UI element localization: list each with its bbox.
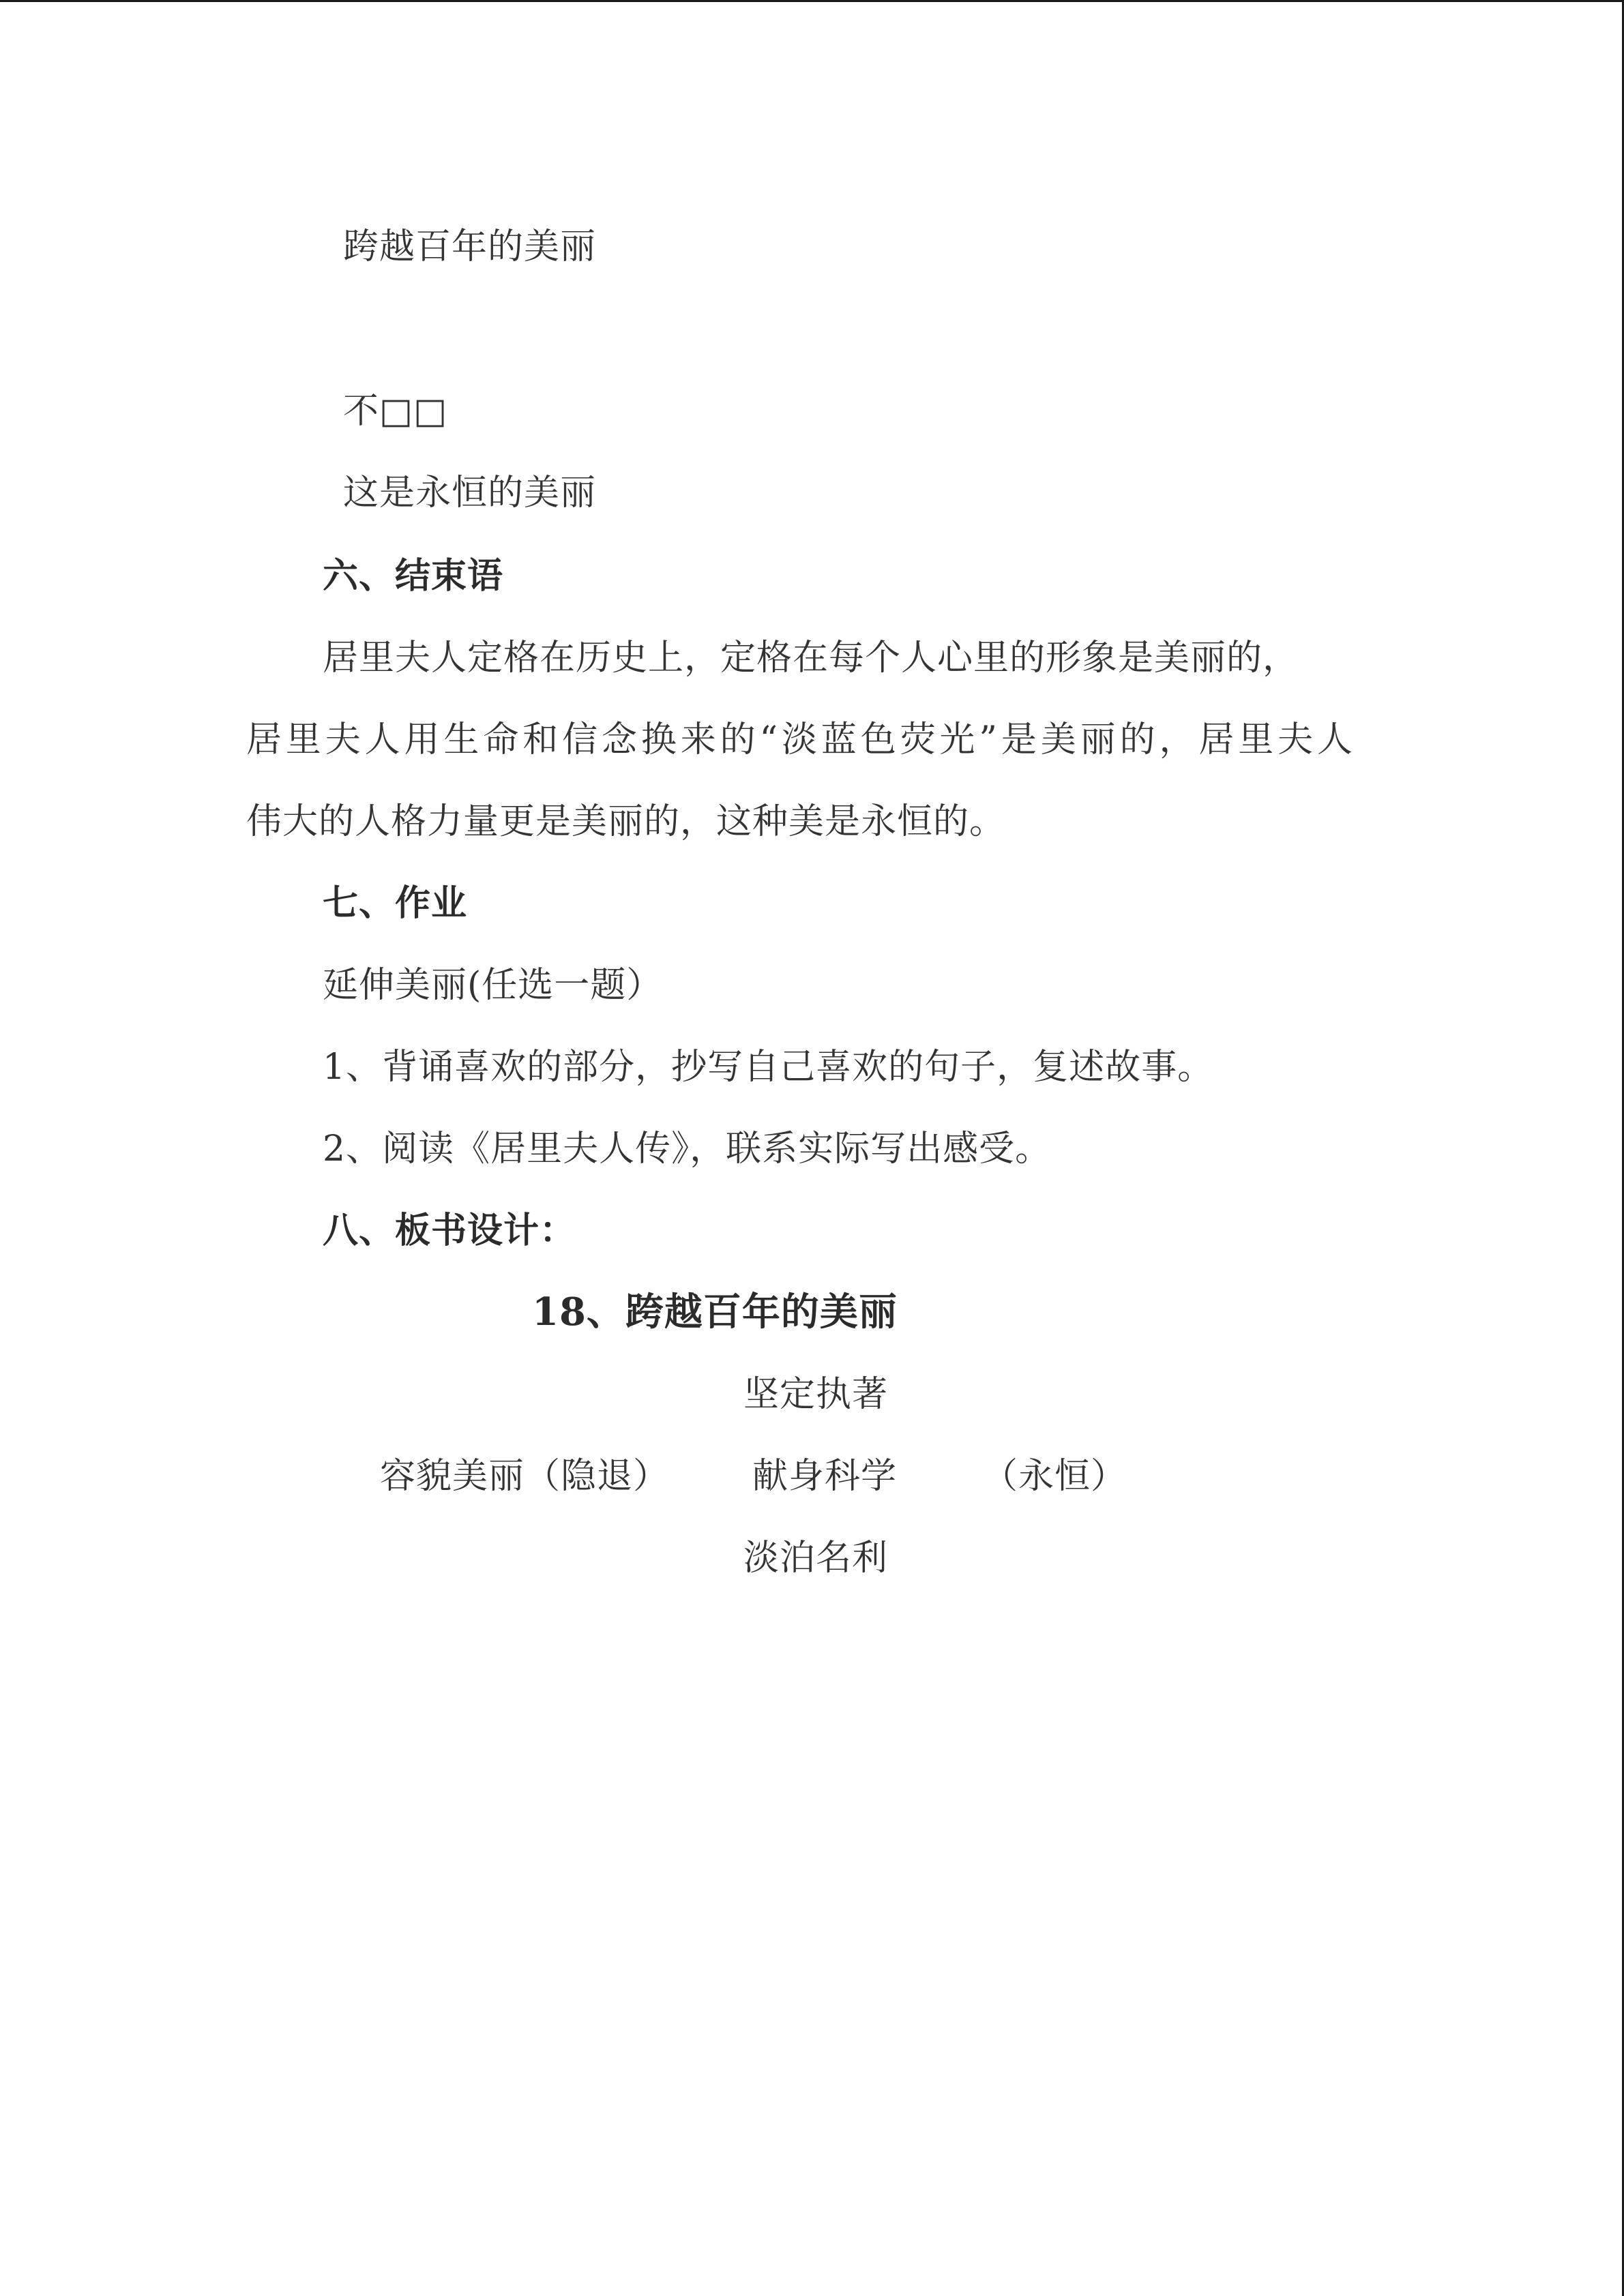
- board-bottom-text: 淡泊名利: [743, 1538, 889, 1579]
- homework-item-1: 1、背诵喜欢的部分，抄写自己喜欢的句子，复述故事。: [323, 1047, 1214, 1088]
- homework-item-2: 2、阅读《居里夫人传》，联系实际写出感受。: [323, 1129, 1052, 1169]
- board-right-text: （永恒）: [982, 1456, 1127, 1497]
- board-top-text: 坚定执著: [743, 1374, 889, 1415]
- section-7-intro: 延伸美丽(任选一题）: [323, 965, 663, 1006]
- section-6-paragraph-line-2: 居里夫人用生命和信念换来的“淡蓝色荧光”是美丽的，居里夫人: [246, 719, 1353, 760]
- board-center-text: 献身科学: [752, 1456, 898, 1497]
- board-left-text: 容貌美丽（隐退）: [380, 1456, 670, 1497]
- section-6-heading: 六、结束语: [323, 555, 504, 597]
- board-design-title: 18、跨越百年的美丽: [532, 1289, 898, 1335]
- section-6-paragraph-line-1: 居里夫人定格在历史上，定格在每个人心里的形象是美丽的，: [323, 638, 1299, 679]
- section-6-paragraph-line-3: 伟大的人格力量更是美丽的，这种美是永恒的。: [246, 801, 1006, 842]
- section-8-heading: 八、板书设计：: [323, 1210, 576, 1251]
- section-7-heading: 七、作业: [323, 882, 468, 924]
- poem-not-line: 不□□: [343, 391, 448, 432]
- poem-title-line: 跨越百年的美丽: [343, 226, 597, 267]
- poem-eternal-line: 这是永恒的美丽: [343, 473, 597, 513]
